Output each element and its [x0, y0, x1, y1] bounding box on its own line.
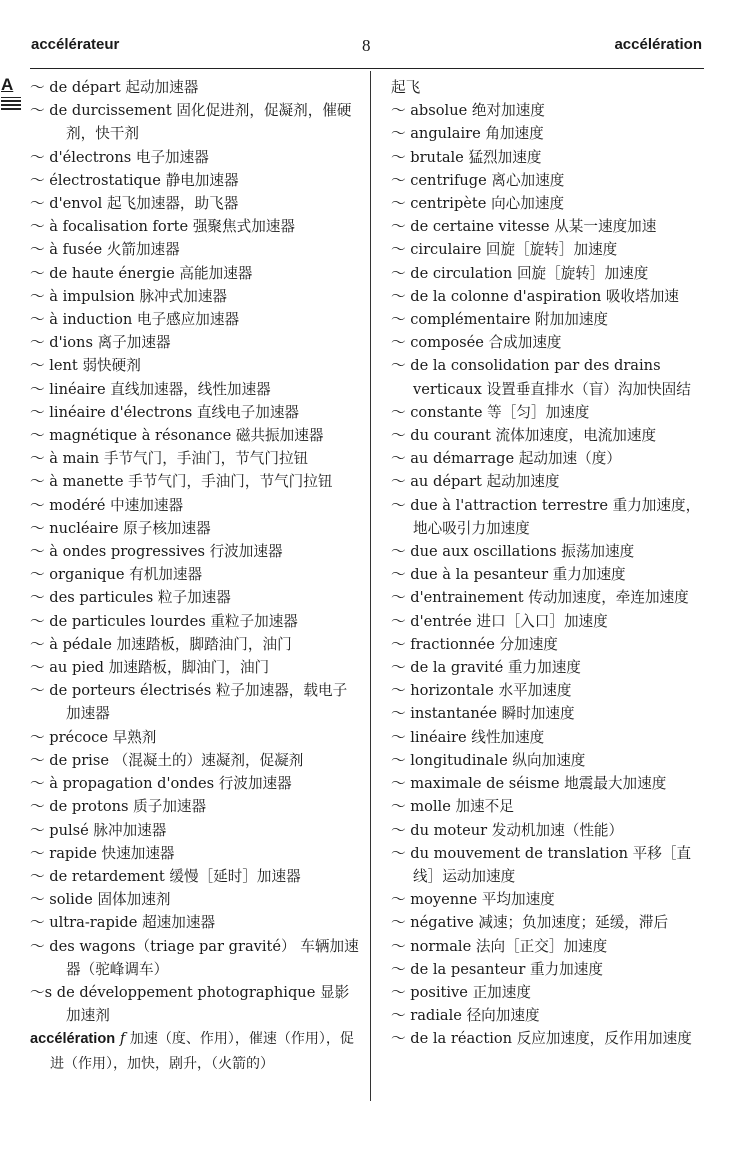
dictionary-entry: ～ normale 法向［正交］加速度	[391, 937, 608, 955]
dictionary-entry: ～ du courant 流体加速度，电流加速度	[391, 427, 657, 445]
part-of-speech: f	[119, 1030, 126, 1048]
dictionary-entry: ～ à induction 电子感应加速器	[30, 311, 240, 329]
dictionary-entry: ～ lent 弱快硬剂	[30, 357, 141, 375]
dictionary-entry: ～ due à l'attraction terrestre 重力加速度，地心吸引力加速度	[391, 496, 701, 537]
dictionary-entry: ～ moyenne 平均加速度	[391, 891, 555, 909]
letter-tab	[1, 76, 23, 110]
dictionary-entry: ～ de protons 质子加速器	[30, 798, 207, 816]
left-column	[30, 76, 360, 1076]
tab-bar	[1, 97, 21, 98]
headword-entry	[30, 1027, 360, 1075]
column-divider	[370, 71, 371, 1101]
right-column	[391, 76, 711, 1051]
dictionary-entry: ～ angulaire 角加速度	[391, 125, 544, 143]
dictionary-entry: ～ magnétique à résonance 磁共振加速器	[30, 427, 324, 445]
dictionary-entry: ～ à manette 手节气门，手油门，节气门拉钮	[30, 473, 333, 491]
dictionary-entry: ～ fractionnée 分加速度	[391, 635, 558, 653]
dictionary-entry: ～ d'entrée 进口［入口］加速度	[391, 612, 608, 630]
dictionary-entry: ～ de la pesanteur 重力加速度	[391, 960, 603, 978]
dictionary-entry: ～ pulsé 脉冲加速器	[30, 821, 167, 839]
dictionary-entry: ～ de la colonne d'aspiration 吸收塔加速	[391, 287, 679, 305]
tab-bar	[1, 108, 21, 109]
dictionary-entry: ～ de la consolidation par des drains verticaux 设置垂直排水（盲）沟加快固结	[391, 357, 691, 398]
dictionary-entry: ～ à fusée 火箭加速器	[30, 241, 180, 259]
dictionary-entry: ～ organique 有机加速器	[30, 566, 203, 584]
dictionary-entry: ～ de prise （混凝土的）速凝剂，促凝剂	[30, 751, 304, 769]
header-rule	[30, 68, 704, 69]
dictionary-entry: ～ centripète 向心加速度	[391, 195, 565, 213]
dictionary-entry: ～ à propagation d'ondes 行波加速器	[30, 775, 292, 793]
dictionary-entry: ～ de certaine vitesse 从某一速度加速	[391, 218, 657, 236]
dictionary-entry: ～ longitudinale 纵向加速度	[391, 751, 586, 769]
dictionary-entry: ～ due aux oscillations 振荡加速度	[391, 543, 635, 561]
dictionary-entry: ～ ultra-rapide 超速加速器	[30, 914, 216, 932]
dictionary-entry: ～ due à la pesanteur 重力加速度	[391, 566, 626, 584]
dictionary-entry: ～ d'ions 离子加速器	[30, 334, 171, 352]
dictionary-entry: ～ modéré 中速加速器	[30, 496, 184, 514]
dictionary-entry: ～ linéaire 直线加速器，线性加速器	[30, 380, 271, 398]
dictionary-entry: ～ à main 手节气门，手油门，节气门拉钮	[30, 450, 309, 468]
dictionary-entry: ～ à focalisation forte 强聚焦式加速器	[30, 218, 295, 236]
dictionary-entry: ～ nucléaire 原子核加速器	[30, 519, 211, 537]
tab-letter: A	[1, 75, 14, 94]
dictionary-entry: ～ de la réaction 反应加速度，反作用加速度	[391, 1030, 692, 1048]
tab-bar	[1, 104, 21, 105]
dictionary-entry: ～ composée 合成加速度	[391, 334, 562, 352]
dictionary-entry: ～ d'entrainement 传动加速度，牵连加速度	[391, 589, 689, 607]
dictionary-entry: ～ rapide 快速加速器	[30, 844, 175, 862]
dictionary-entry: ～s de développement photographique 显影加速剂	[30, 983, 350, 1025]
page-header	[0, 36, 750, 64]
header-right-guide-word: accélération	[614, 36, 702, 53]
dictionary-entry: ～ maximale de séisme 地震最大加速度	[391, 775, 667, 793]
dictionary-entry: ～ d'électrons 电子加速器	[30, 148, 209, 166]
dictionary-entry: ～ instantanée 瞬时加速度	[391, 705, 575, 723]
dictionary-entry: ～ au pied 加速踏板，脚油门，油门	[30, 659, 270, 677]
dictionary-entry: ～ de porteurs électrisés 粒子加速器，载电子加速器	[30, 682, 348, 723]
dictionary-entry: ～ constante 等［匀］加速度	[391, 403, 590, 421]
dictionary-entry: ～ linéaire d'électrons 直线电子加速器	[30, 403, 300, 421]
dictionary-entry: ～ complémentaire 附加加速度	[391, 311, 609, 329]
dictionary-entry: ～ de durcissement 固化促进剂，促凝剂，催硬剂，快干剂	[30, 102, 352, 143]
dictionary-entry: ～ horizontale 水平加速度	[391, 682, 572, 700]
dictionary-entry: 起飞	[391, 79, 421, 96]
dictionary-entry: ～ positive 正加速度	[391, 983, 531, 1001]
dictionary-entry: ～ des wagons（triage par gravité） 车辆加速器（驼峰调车）	[30, 937, 359, 978]
dictionary-entry: ～ de retardement 缓慢［延时］加速器	[30, 867, 301, 885]
tab-bar	[1, 100, 21, 101]
dictionary-entry: ～ brutale 猛烈加速度	[391, 148, 542, 166]
dictionary-entry: ～ au démarrage 起动加速（度）	[391, 450, 621, 468]
dictionary-entry: ～ de particules lourdes 重粒子加速器	[30, 612, 298, 630]
dictionary-entry: ～ absolue 绝对加速度	[391, 102, 545, 120]
dictionary-entry: ～ de départ 起动加速器	[30, 79, 199, 96]
dictionary-entry: ～ molle 加速不足	[391, 798, 514, 816]
dictionary-entry: ～ du mouvement de translation 平移［直线］运动加速度	[391, 844, 692, 885]
header-left-guide-word: accélérateur	[31, 36, 120, 53]
dictionary-entry: ～ solide 固体加速剂	[30, 891, 171, 909]
dictionary-entry: ～ de circulation 回旋［旋转］加速度	[391, 264, 649, 282]
dictionary-entry: ～ à ondes progressives 行波加速器	[30, 543, 283, 561]
dictionary-entry: ～ négative 减速；负加速度；延缓，滞后	[391, 914, 669, 932]
dictionary-entry: ～ précoce 早熟剂	[30, 728, 157, 746]
dictionary-entry: ～ du moteur 发动机加速（性能）	[391, 821, 624, 839]
dictionary-entry: ～ électrostatique 静电加速器	[30, 171, 239, 189]
dictionary-entry: ～ de la gravité 重力加速度	[391, 659, 581, 677]
dictionary-entry: ～ centrifuge 离心加速度	[391, 171, 565, 189]
dictionary-entry: ～ circulaire 回旋［旋转］加速度	[391, 241, 618, 259]
dictionary-entry: ～ d'envol 起飞加速器，助飞器	[30, 195, 239, 213]
dictionary-entry: ～ à impulsion 脉冲式加速器	[30, 287, 228, 305]
dictionary-entry: ～ à pédale 加速踏板，脚踏油门，油门	[30, 635, 292, 653]
page-number: 8	[362, 36, 371, 55]
dictionary-entry: ～ au départ 起动加速度	[391, 473, 560, 491]
dictionary-entry: ～ radiale 径向加速度	[391, 1007, 540, 1025]
dictionary-entry: ～ linéaire 线性加速度	[391, 728, 545, 746]
dictionary-entry: ～ de haute énergie 高能加速器	[30, 264, 253, 282]
headword: accélération	[30, 1031, 116, 1048]
headword-definition: 加速（度、作用），催速（作用），促进（作用），加快，剧升，（火箭的）	[50, 1031, 354, 1072]
dictionary-entry: ～ des particules 粒子加速器	[30, 589, 231, 607]
